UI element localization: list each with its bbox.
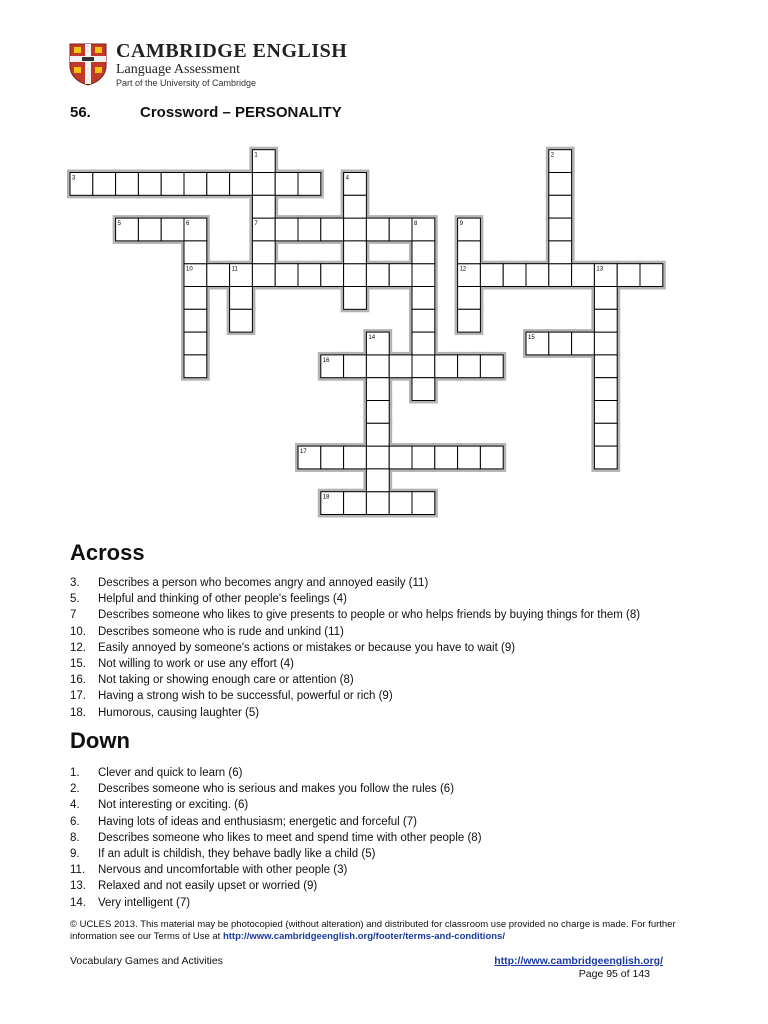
crossword-cell[interactable] bbox=[321, 264, 344, 287]
crossword-cell[interactable] bbox=[344, 492, 367, 515]
crossword-cell[interactable] bbox=[366, 378, 389, 401]
clue-number: 8. bbox=[70, 831, 80, 844]
cell-number: 1 bbox=[254, 152, 258, 159]
crossword-cell[interactable] bbox=[366, 469, 389, 492]
crossword-cell[interactable] bbox=[412, 287, 435, 310]
crossword-cell[interactable] bbox=[366, 218, 389, 241]
activity-number: 56. bbox=[70, 104, 91, 121]
clue-text: If an adult is childish, they behave badly like a child (5) bbox=[98, 848, 376, 860]
brand-subtitle: Language Assessment bbox=[116, 62, 241, 77]
crossword-cell[interactable] bbox=[184, 287, 207, 310]
crossword-cell[interactable] bbox=[572, 264, 595, 287]
clue-text: Relaxed and not easily upset or worried (9) bbox=[98, 880, 318, 893]
copyright-text: © UCLES 2013. This material may be photocopied (without alteration) and distributed for classroom use provided no charge is made. For further information see our Terms of Use at bbox=[70, 919, 676, 942]
crossword-cell[interactable] bbox=[366, 264, 389, 287]
crossword-cell[interactable] bbox=[366, 446, 389, 469]
cell-number: 7 bbox=[254, 221, 258, 228]
clue-text: Having a strong wish to be successful, powerful or rich (9) bbox=[98, 690, 393, 703]
cell-number: 13 bbox=[596, 266, 604, 273]
crossword-cell[interactable] bbox=[412, 446, 435, 469]
crossword-cell[interactable] bbox=[252, 241, 275, 264]
crossword-cell[interactable] bbox=[207, 173, 230, 196]
crossword-cell[interactable] bbox=[344, 446, 367, 469]
crossword-cell[interactable] bbox=[321, 218, 344, 241]
crossword-cell[interactable] bbox=[412, 378, 435, 401]
cell-number: 6 bbox=[186, 221, 190, 228]
clue-text: Not taking or showing enough care or attention (8) bbox=[98, 674, 354, 687]
brand-name: CAMBRIDGE ENGLISH bbox=[116, 40, 348, 62]
clue-number: 5. bbox=[70, 593, 80, 606]
crossword-cell[interactable] bbox=[640, 264, 663, 287]
clue-text: Very intelligent (7) bbox=[98, 896, 191, 909]
crossword-cell[interactable] bbox=[458, 287, 481, 310]
cell-number: 11 bbox=[231, 266, 238, 273]
copyright-notice bbox=[70, 919, 710, 943]
crossword-cell[interactable] bbox=[184, 355, 207, 378]
crossword-cell[interactable] bbox=[298, 173, 321, 196]
cell-number: 2 bbox=[550, 152, 555, 159]
crossword-cell[interactable] bbox=[138, 218, 161, 241]
crossword-cell[interactable] bbox=[321, 446, 344, 469]
crossword-cell[interactable] bbox=[366, 492, 389, 515]
cell-number: 14 bbox=[368, 335, 376, 342]
crossword-cell[interactable] bbox=[366, 355, 389, 378]
clue-number: 12. bbox=[70, 641, 86, 654]
crossword-cell[interactable] bbox=[549, 173, 572, 196]
clue-number: 7 bbox=[70, 609, 77, 622]
crossword-cell[interactable] bbox=[549, 241, 572, 264]
crossword-cell[interactable] bbox=[275, 173, 298, 196]
crossword-cell[interactable] bbox=[458, 355, 481, 378]
cell-number: 12 bbox=[459, 266, 467, 273]
clue-number: 16. bbox=[70, 674, 86, 687]
crossword-cell[interactable] bbox=[594, 332, 617, 355]
cell-number: 17 bbox=[300, 449, 307, 456]
brand-tagline: Part of the University of Cambridge bbox=[116, 78, 257, 88]
clue-number: 4. bbox=[70, 799, 80, 812]
clue-text: Humorous, causing laughter (5) bbox=[98, 706, 260, 719]
crossword-cell[interactable] bbox=[344, 264, 367, 287]
crossword-cell[interactable] bbox=[480, 446, 503, 469]
clue-number: 6. bbox=[70, 815, 80, 828]
crossword-cell[interactable] bbox=[549, 218, 572, 241]
page-title: Crossword – PERSONALITY bbox=[140, 104, 342, 121]
crossword-cell[interactable] bbox=[252, 264, 275, 287]
clue-text: Not interesting or exciting. (6) bbox=[98, 799, 249, 812]
terms-link[interactable]: http://www.cambridgeenglish.org/footer/terms-and-conditions/ bbox=[222, 931, 505, 942]
clue-number: 1. bbox=[70, 767, 80, 779]
cell-number: 16 bbox=[322, 357, 330, 364]
across-heading: Across bbox=[70, 540, 145, 565]
crossword-cell[interactable] bbox=[389, 446, 412, 469]
crossword-cell[interactable] bbox=[435, 446, 458, 469]
clue-text: Describes a person who becomes angry and annoyed easily (11) bbox=[98, 577, 429, 589]
clue-text: Nervous and uncomfortable with other people (3) bbox=[98, 864, 348, 877]
crossword-cell[interactable] bbox=[594, 355, 617, 378]
crossword-cell[interactable] bbox=[594, 401, 617, 424]
page-number: Page 95 of 143 bbox=[578, 968, 650, 980]
crossword-cell[interactable] bbox=[572, 332, 595, 355]
crossword-cell[interactable] bbox=[344, 287, 367, 310]
crossword-cell[interactable] bbox=[549, 195, 572, 218]
crossword-cell[interactable] bbox=[594, 378, 617, 401]
crossword-cell[interactable] bbox=[366, 423, 389, 446]
crossword-cell[interactable] bbox=[344, 195, 367, 218]
crossword-cell[interactable] bbox=[207, 264, 230, 287]
cell-number: 4 bbox=[345, 175, 349, 182]
crossword-cell[interactable] bbox=[458, 309, 481, 332]
crossword-cell[interactable] bbox=[412, 355, 435, 378]
crossword-cell[interactable] bbox=[412, 332, 435, 355]
clue-number: 18. bbox=[70, 706, 86, 719]
crossword-cell[interactable] bbox=[412, 492, 435, 515]
crossword-cell[interactable] bbox=[549, 264, 572, 287]
crossword-cell[interactable] bbox=[138, 173, 161, 196]
clue-number: 3. bbox=[70, 577, 80, 589]
crossword-cell[interactable] bbox=[230, 173, 253, 196]
clue-number: 2. bbox=[70, 783, 80, 796]
crossword-cell[interactable] bbox=[344, 355, 367, 378]
crossword-cell[interactable] bbox=[526, 264, 549, 287]
crossword-cell[interactable] bbox=[594, 287, 617, 310]
crossword-cell[interactable] bbox=[366, 401, 389, 424]
crossword-cell[interactable] bbox=[161, 173, 184, 196]
clue-number: 13. bbox=[70, 880, 86, 893]
crossword-cell[interactable] bbox=[116, 173, 139, 196]
cell-number: 8 bbox=[414, 221, 418, 228]
crossword-cell[interactable] bbox=[93, 173, 116, 196]
crossword-cell[interactable] bbox=[389, 355, 412, 378]
clue-text: Describes someone who is rude and unkind (11) bbox=[98, 625, 344, 638]
clue-number: 17. bbox=[70, 690, 86, 703]
clue-text: Describes someone who likes to meet and spend time with other people (8) bbox=[98, 831, 482, 844]
crossword-cell[interactable] bbox=[389, 492, 412, 515]
crossword-cell[interactable] bbox=[458, 446, 481, 469]
clue-text: Describes someone who likes to give presents to people or who helps friends by buying things for them (8) bbox=[98, 609, 641, 622]
cell-number: 3 bbox=[72, 175, 76, 182]
crossword-cell[interactable] bbox=[503, 264, 526, 287]
crossword-cell[interactable] bbox=[594, 446, 617, 469]
clue-text: Describes someone who is serious and makes you follow the rules (6) bbox=[98, 783, 455, 796]
crossword-cell[interactable] bbox=[412, 241, 435, 264]
crossword-cell[interactable] bbox=[161, 218, 184, 241]
crossword-cell[interactable] bbox=[389, 218, 412, 241]
crossword-cell[interactable] bbox=[184, 241, 207, 264]
down-heading: Down bbox=[70, 728, 130, 753]
crossword-cell[interactable] bbox=[458, 241, 481, 264]
crossword-cell[interactable] bbox=[412, 309, 435, 332]
crossword-cell[interactable] bbox=[389, 264, 412, 287]
crossword-cell[interactable] bbox=[344, 218, 367, 241]
crossword-cell[interactable] bbox=[617, 264, 640, 287]
clue-text: Easily annoyed by someone's actions or mistakes or because you have to wait (9) bbox=[98, 641, 516, 654]
crossword-cell[interactable] bbox=[594, 309, 617, 332]
crossword-cell[interactable] bbox=[184, 173, 207, 196]
crossword-cell[interactable] bbox=[230, 287, 253, 310]
crossword-cell[interactable] bbox=[275, 218, 298, 241]
footer-website-link[interactable]: http://www.cambridgeenglish.org/ bbox=[494, 955, 663, 967]
clue-number: 11. bbox=[70, 864, 86, 877]
cell-number: 9 bbox=[459, 221, 463, 228]
crossword-cell[interactable] bbox=[412, 264, 435, 287]
clue-text: Clever and quick to learn (6) bbox=[98, 767, 243, 779]
clue-text: Having lots of ideas and enthusiasm; energetic and forceful (7) bbox=[98, 815, 417, 828]
crossword-cell[interactable] bbox=[252, 195, 275, 218]
cell-number: 15 bbox=[528, 335, 535, 342]
crossword-cell[interactable] bbox=[298, 264, 321, 287]
crossword-cell[interactable] bbox=[184, 309, 207, 332]
cell-number: 18 bbox=[322, 494, 330, 501]
clue-number: 15. bbox=[70, 658, 86, 670]
clue-text: Helpful and thinking of other people's feelings (4) bbox=[98, 593, 347, 606]
crossword-cell[interactable] bbox=[252, 173, 275, 196]
clue-text: Not willing to work or use any effort (4) bbox=[98, 658, 295, 670]
crossword-cell[interactable] bbox=[184, 332, 207, 355]
crossword-cell[interactable] bbox=[549, 332, 572, 355]
crossword-cell[interactable] bbox=[230, 309, 253, 332]
crossword-cell[interactable] bbox=[435, 355, 458, 378]
crossword-cell[interactable] bbox=[480, 355, 503, 378]
crossword-cell[interactable] bbox=[298, 218, 321, 241]
cell-number: 5 bbox=[117, 221, 121, 228]
footer-book-title: Vocabulary Games and Activities bbox=[70, 955, 223, 967]
crossword-cell[interactable] bbox=[480, 264, 503, 287]
cell-number: 10 bbox=[186, 266, 193, 273]
clue-number: 9. bbox=[70, 848, 80, 860]
clue-number: 14. bbox=[70, 896, 86, 909]
crossword-cell[interactable] bbox=[344, 241, 367, 264]
crossword-cell[interactable] bbox=[594, 423, 617, 446]
crossword-cell[interactable] bbox=[275, 264, 298, 287]
clue-number: 10. bbox=[70, 625, 86, 638]
